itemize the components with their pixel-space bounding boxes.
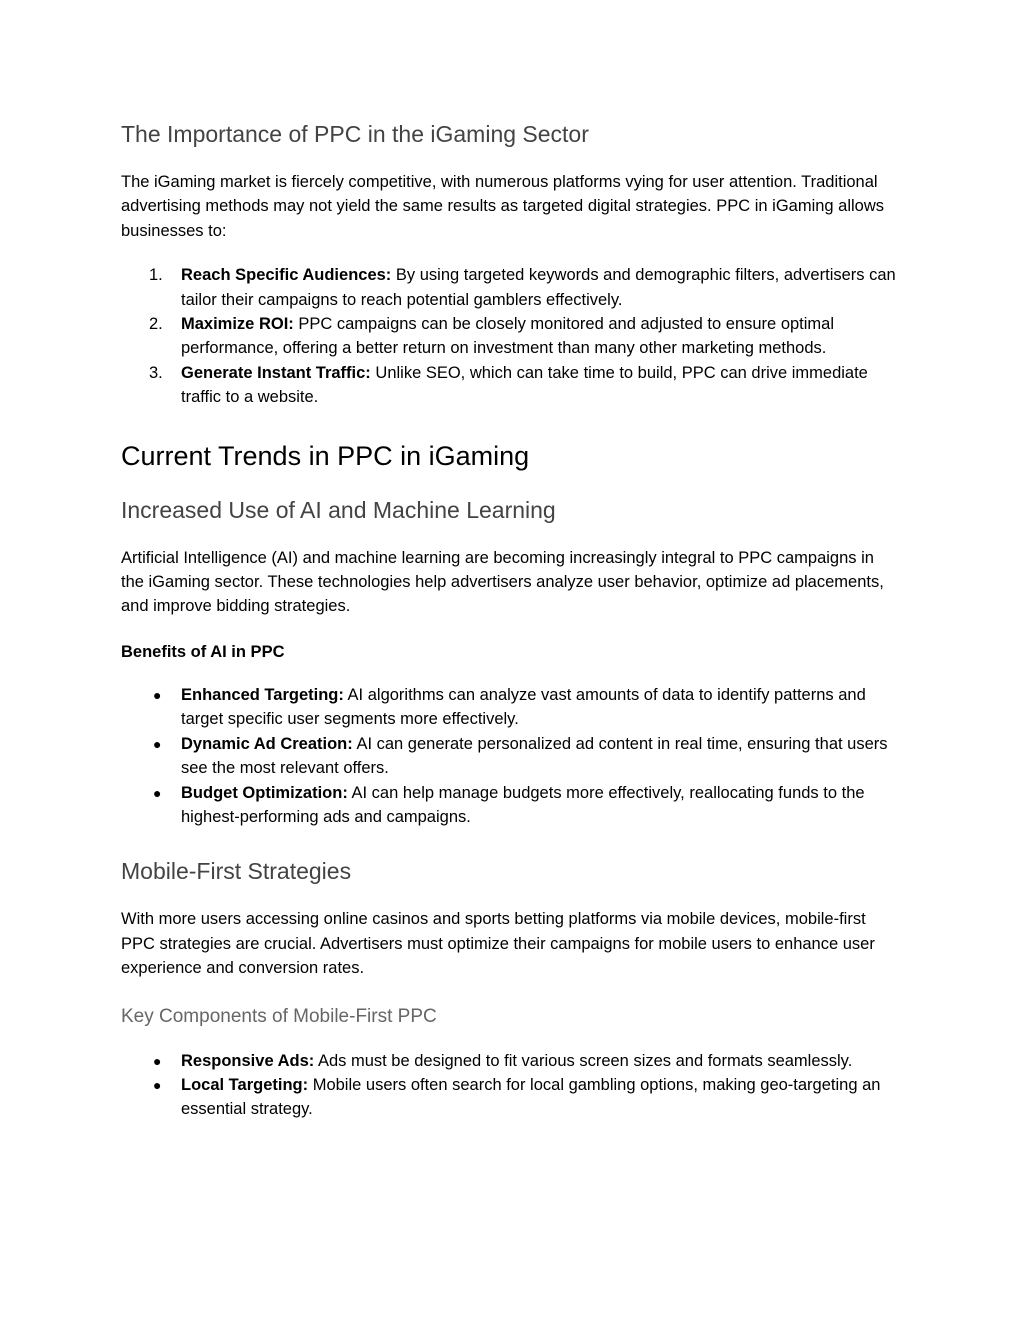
importance-list [121, 263, 901, 409]
list-term: Maximize ROI: [181, 315, 294, 334]
list-item [121, 1073, 901, 1122]
list-term: Generate Instant Traffic: [181, 363, 371, 382]
list-text: PPC campaigns can be closely monitored and adjusted to ensure optimal performance, offering a better return on investment than many other marketing methods. [181, 315, 835, 358]
document-page [121, 118, 901, 1122]
paragraph-ai-intro: Artificial Intelligence (AI) and machine learning are becoming increasingly integral to PPC campaigns in the iGaming sector. These technologies help advertisers analyze user behavior, optimize ad placements, and improve bidding strategies. [121, 548, 884, 616]
list-term: Local Targeting: [181, 1075, 309, 1094]
list-number: 2. [149, 315, 163, 334]
bullet-icon: ● [153, 784, 162, 801]
list-item [121, 312, 901, 361]
list-text: Ads must be designed to fit various screen sizes and formats seamlessly. [314, 1051, 853, 1070]
list-item [121, 732, 901, 781]
mobile-components-list [121, 1049, 901, 1122]
list-text: By using targeted keywords and demographic filters, advertisers can tailor their campaigns to reach potential gamblers effectively. [181, 266, 896, 309]
heading-mobile: Mobile-First Strategies [121, 858, 352, 885]
list-number: 3. [149, 363, 163, 382]
paragraph-importance-intro: The iGaming market is fiercely competitive, with numerous platforms vying for user attention. Traditional advertising methods may not yield the same results as targeted digital strategies. PPC in iGaming allows businesses to: [121, 173, 885, 240]
paragraph-mobile-intro: With more users accessing online casinos and sports betting platforms via mobile devices, mobile-first PPC strategies are crucial. Advertisers must optimize their campaigns for mobile users to enhance user experience and conversion rates. [121, 910, 875, 978]
list-text: Unlike SEO, which can take time to build, PPC can drive immediate traffic to a website. [181, 363, 868, 407]
bullet-icon: ● [153, 1052, 162, 1069]
heading-trends: Current Trends in PPC in iGaming [121, 440, 530, 471]
list-item [121, 781, 901, 830]
list-term: Dynamic Ad Creation: [181, 734, 353, 753]
heading-ai: Increased Use of AI and Machine Learning [121, 496, 556, 523]
bullet-icon: ● [153, 735, 162, 752]
list-term: Budget Optimization: [181, 783, 348, 802]
bullet-icon: ● [153, 686, 162, 703]
list-text: AI can generate personalized ad content in real time, ensuring that users see the most relevant offers. [181, 734, 888, 778]
bullet-icon: ● [153, 1076, 162, 1093]
list-term: Responsive Ads: [181, 1051, 315, 1070]
list-item [121, 361, 901, 410]
list-item [121, 683, 901, 732]
list-item [121, 263, 901, 312]
list-term: Reach Specific Audiences: [181, 266, 392, 285]
ai-benefits-list [121, 683, 901, 829]
list-number: 1. [149, 266, 163, 285]
list-text: AI algorithms can analyze vast amounts of data to identify patterns and target specific user segments more effectively. [181, 685, 866, 729]
list-text: Mobile users often search for local gambling options, making geo-targeting an essential strategy. [181, 1075, 881, 1119]
list-text: AI can help manage budgets more effectively, reallocating funds to the highest-performing ads and campaigns. [181, 783, 865, 826]
subheading-mobile-components: Key Components of Mobile-First PPC [121, 1005, 437, 1027]
subheading-ai-benefits: Benefits of AI in PPC [121, 642, 285, 661]
list-item [121, 1049, 901, 1073]
list-term: Enhanced Targeting: [181, 685, 344, 704]
heading-importance: The Importance of PPC in the iGaming Sector [121, 121, 589, 147]
